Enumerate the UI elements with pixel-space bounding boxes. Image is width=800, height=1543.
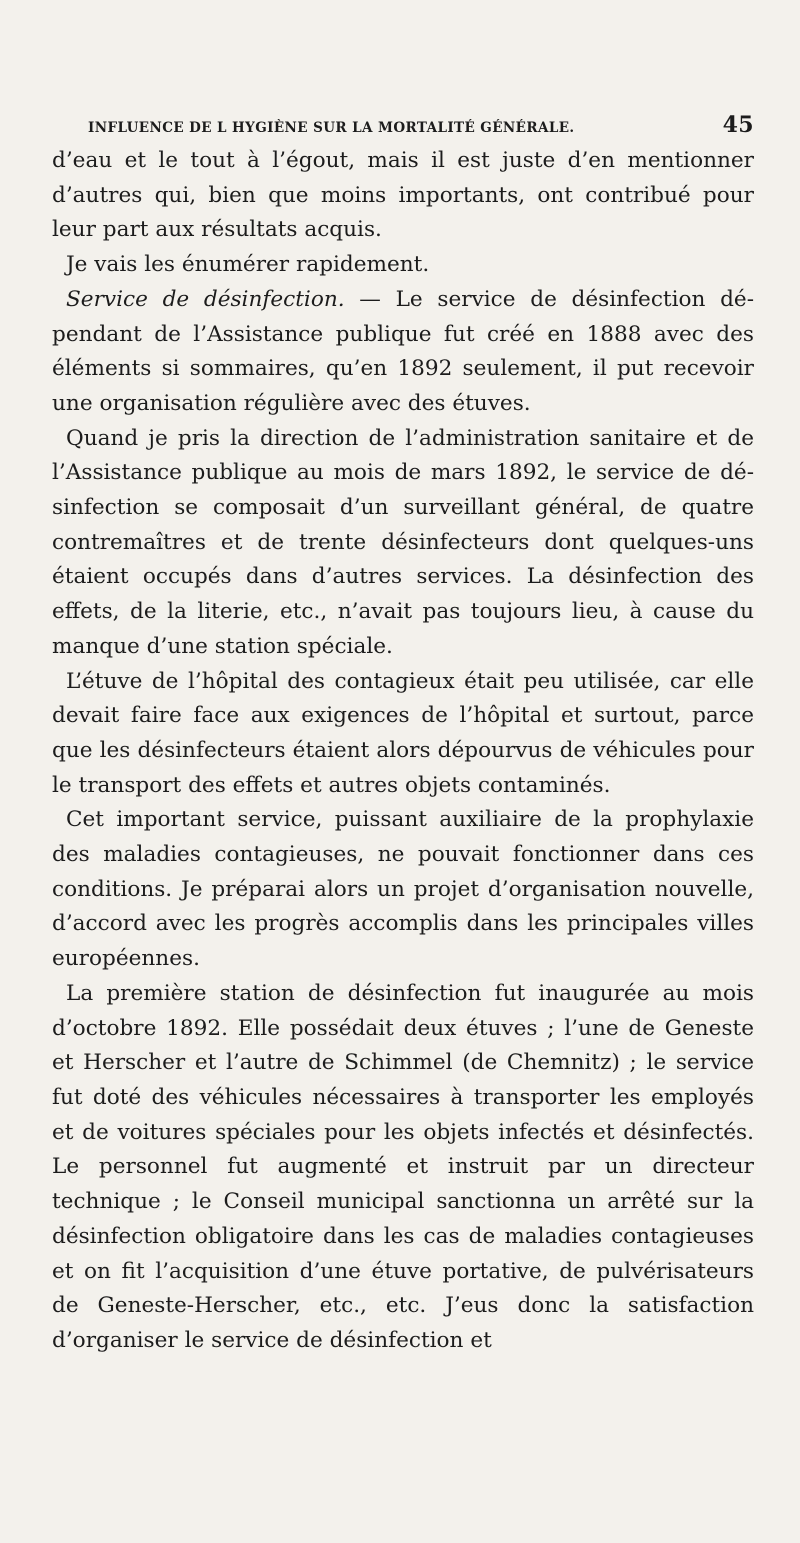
- paragraph-5: L’étuve de l’hôpital des contagieux était peu utilisée, car elle devait faire face aux exigences de l’hôpital et surtout, parce que les désinfecteurs étaient alors dépourvus de véhicules pour le transport des effets et autres objets contaminés.: [52, 668, 754, 798]
- section-heading-desinfection: Service de désinfection.: [66, 286, 345, 312]
- paragraph-4: Quand je pris la direction de l’administration sanitaire et de l’Assistance publique au mois de mars 1892, le service de désinfection se composait d’un surveillant général, de quatre contremaîtres et de trente désinfecteurs dont quelques-uns étaient occupés dans d’autres services. La désinfection des effets, de la literie, etc., n’avait pas toujours lieu, à cause du manque d’une station spéciale.: [52, 425, 754, 659]
- paragraph-3-text: — Le service de désinfection dépendant de l’Assistance publique fut créé en 1888 avec des éléments si sommaires, qu’en 1892 seulement, il put recevoir une organisation régulière avec des étuves.: [52, 286, 754, 416]
- running-title: INFLUENCE DE L HYGIÈNE SUR LA MORTALITÉ GÉNÉRALE.: [88, 120, 575, 136]
- paragraph-1: d’eau et le tout à l’égout, mais il est juste d’en mentionner d’autres qui, bien que moins importants, ont contribué pour leur part aux résultats acquis.: [52, 148, 754, 243]
- paragraph-3: [52, 283, 754, 422]
- body-text: [52, 144, 754, 1359]
- page: [52, 112, 754, 1359]
- running-head: [52, 112, 754, 138]
- paragraph-6: Cet important service, puissant auxiliaire de la prophylaxie des maladies contagieuses, ne pouvait fonctionner dans ces conditions. Je préparai alors un projet d’organisation nouvelle, d’accord avec les progrès accomplis dans les principales villes européennes.: [52, 807, 754, 972]
- page-number: 45: [722, 112, 754, 138]
- paragraph-2: Je vais les énumérer rapidement.: [66, 252, 430, 278]
- paragraph-7: La première station de désinfection fut inaugurée au mois d’octobre 1892. Elle possédait deux étuves ; l’une de Geneste et Herscher et l’autre de Schimmel (de Chemnitz) ; le service fut doté des véhicules nécessaires à transporter les employés et de voitures spéciales pour les objets infectés et désinfectés. Le personnel fut augmenté et instruit par un directeur technique ; le Conseil municipal sanctionna un arrêté sur la désinfection obligatoire dans les cas de maladies contagieuses et on fit l’acquisition d’une étuve portative, de pulvérisateurs de Geneste-Herscher, etc., etc. J’eus donc la satisfaction d’organiser le service de désinfection et: [52, 980, 754, 1353]
